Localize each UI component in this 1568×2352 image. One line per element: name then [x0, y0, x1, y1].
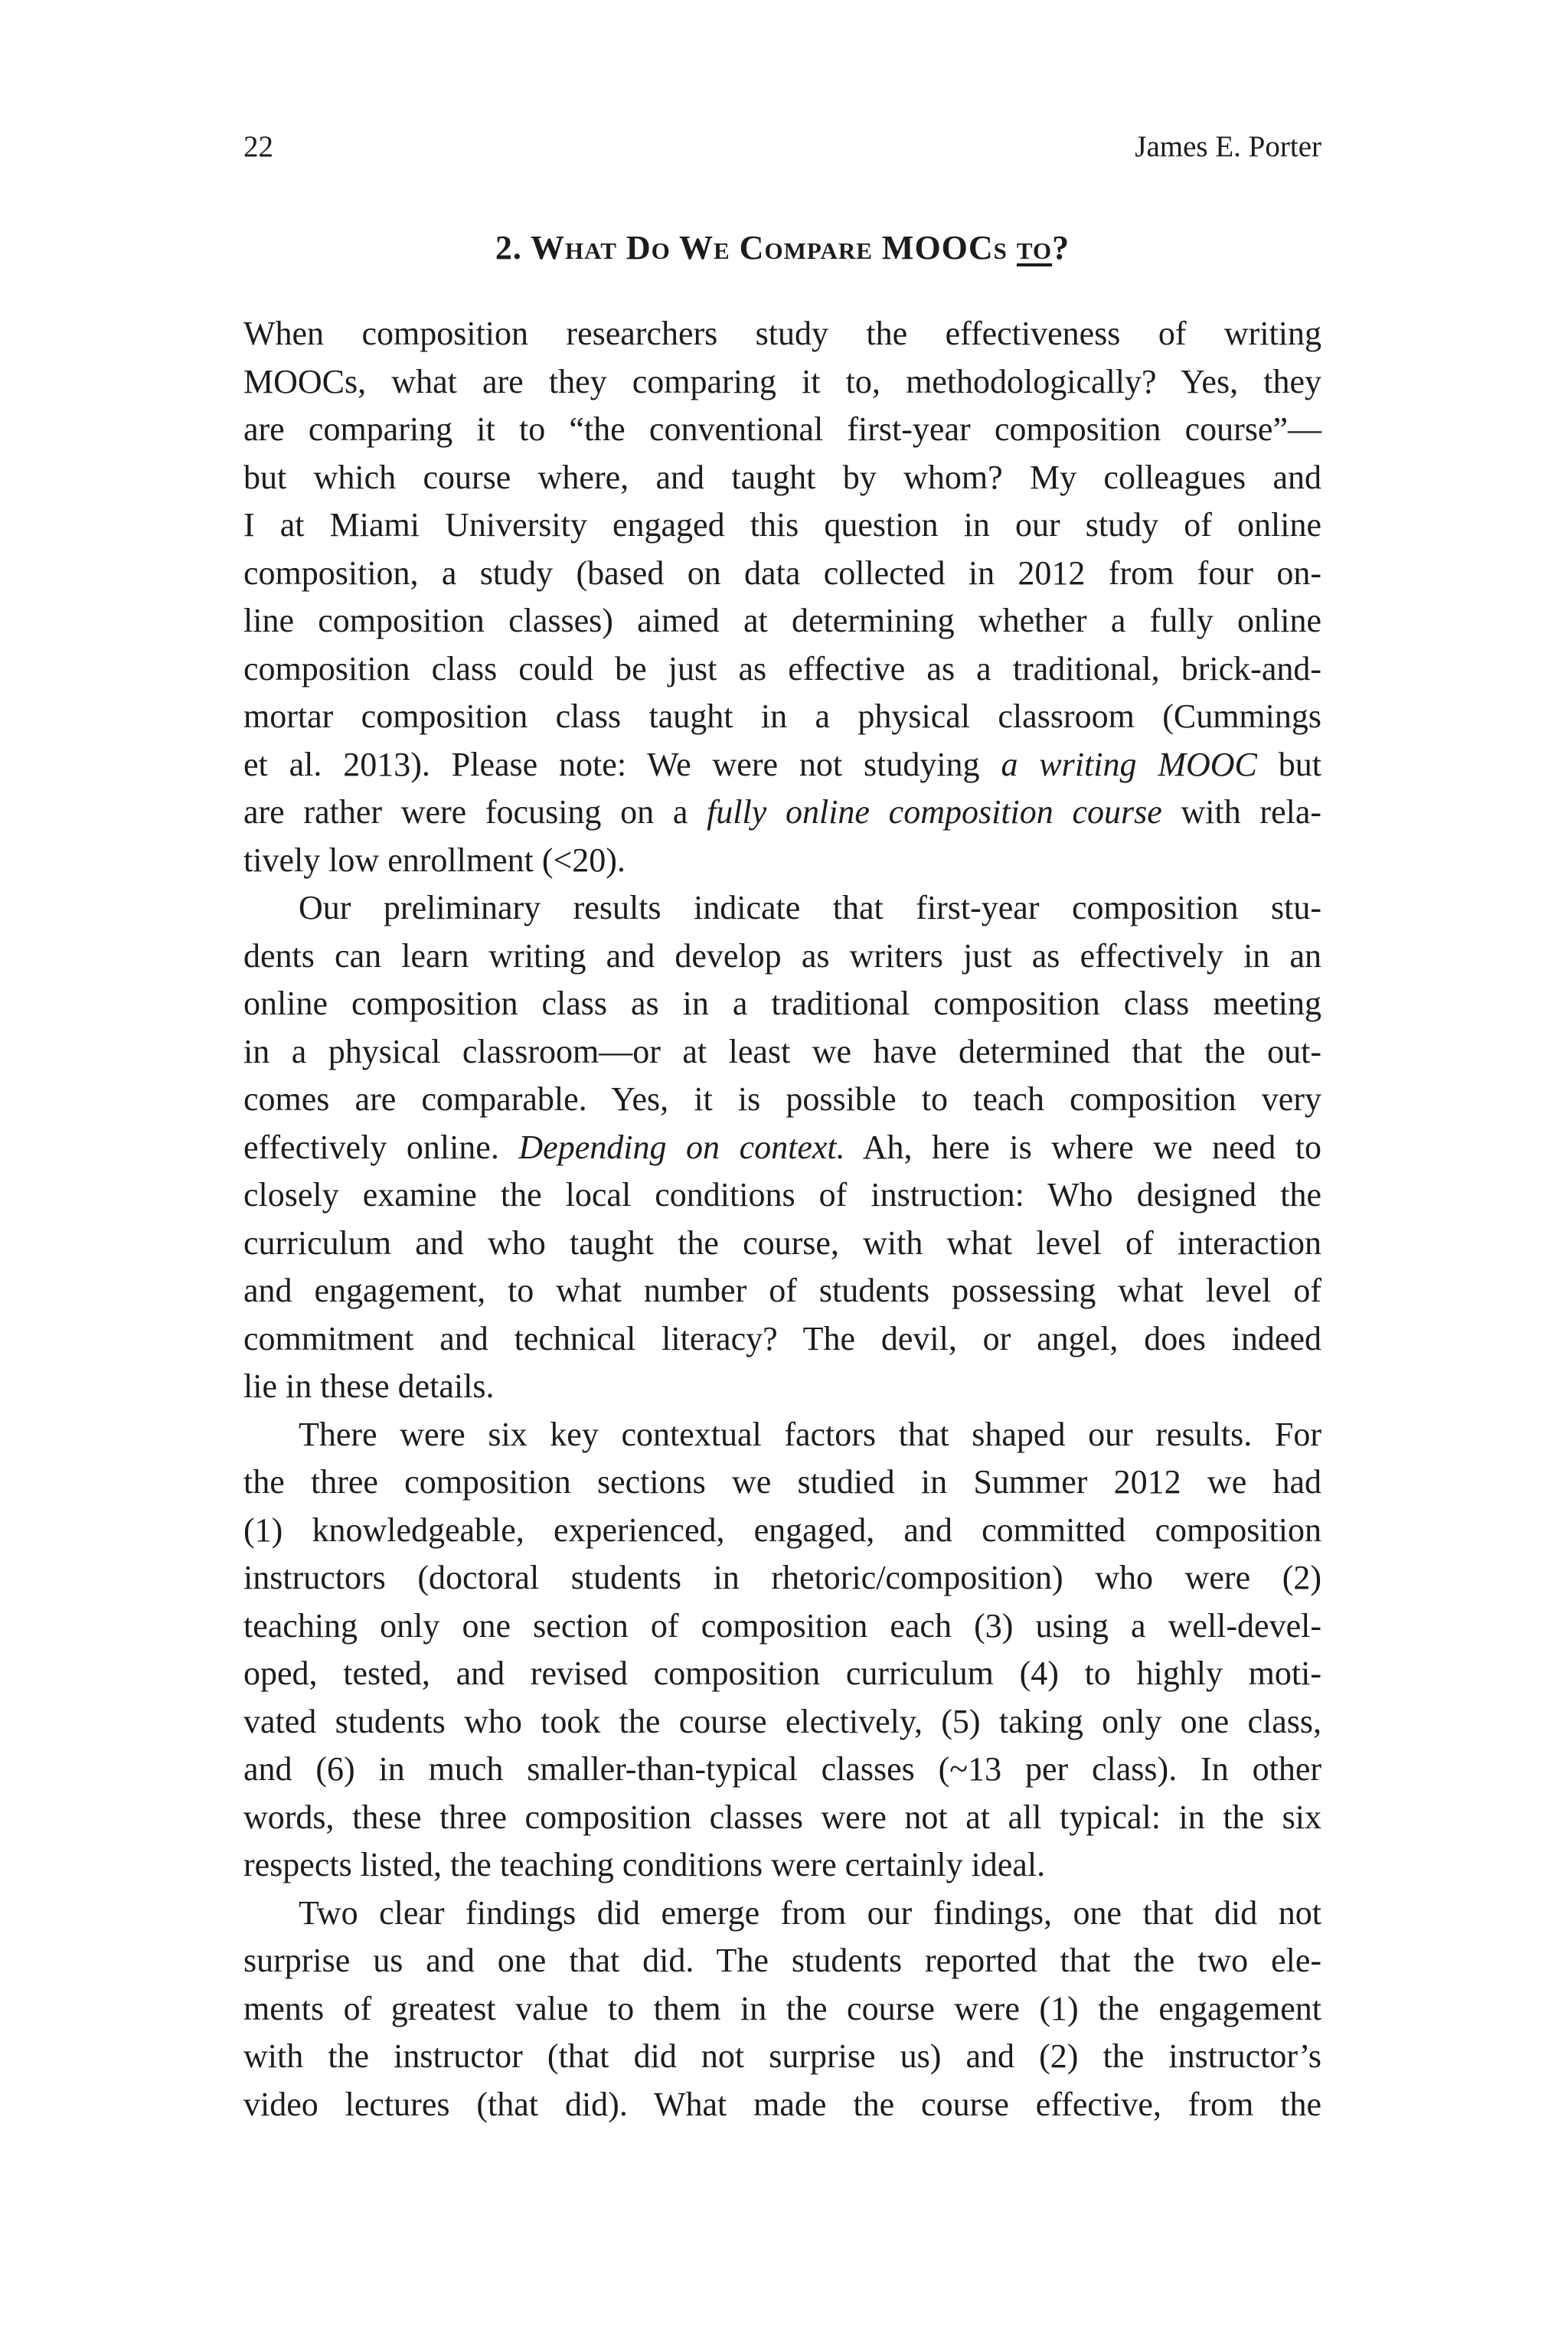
text-line: tively low enrollment (<20).	[243, 841, 626, 879]
text-line: surprise us and one that did. The students reported that the two ele-	[243, 1942, 1321, 1979]
text-line: and engagement, to what number of students possessing what level of	[243, 1272, 1321, 1309]
text-line: There were six key contextual factors that shaped our results. For	[299, 1415, 1321, 1453]
text-line: composition, a study (based on data collected in 2012 from four on-	[243, 554, 1321, 592]
text-line: mortar composition class taught in a physical classroom (Cummings	[243, 697, 1321, 735]
text-line: Our preliminary results indicate that first-year composition stu-	[299, 889, 1321, 926]
running-head	[243, 124, 1321, 170]
text-line: are comparing it to “the conventional first-year composition course”—	[243, 410, 1321, 448]
text-line: commitment and technical literacy? The devil, or angel, does indeed	[243, 1319, 1321, 1357]
text-line: are rather were focusing on a fully online composition course with rela-	[243, 793, 1322, 831]
text-line: but which course where, and taught by whom? My colleagues and	[243, 458, 1321, 496]
text-line: composition class could be just as effective as a traditional, brick-and-	[243, 649, 1321, 688]
text-line: teaching only one section of composition each (3) using a well-devel-	[243, 1606, 1321, 1645]
text-line: When composition researchers study the effectiveness of writing	[243, 315, 1321, 352]
italic-phrase: a writing MOOC	[1001, 745, 1257, 783]
text-line: dents can learn writing and develop as writers just as effectively in an	[243, 936, 1321, 975]
text-line: MOOCs, what are they comparing it to, methodologically? Yes, they	[243, 362, 1321, 400]
text-line: the three composition sections we studied in Summer 2012 we had	[243, 1463, 1321, 1501]
text-line: online composition class as in a traditional composition class meeting	[243, 985, 1321, 1022]
running-head-author: James E. Porter	[1135, 130, 1321, 163]
paragraph	[243, 884, 1321, 1411]
body-text	[243, 310, 1321, 2128]
text-line: I at Miami University engaged this question in our study of online	[243, 506, 1321, 544]
paragraph	[243, 310, 1321, 884]
text-line: et al. 2013). Please note: We were not studying a writing MOOC but	[243, 745, 1321, 783]
text-line: effectively online. Depending on context. Ah, here is where we need to	[243, 1128, 1322, 1166]
text-line: and (6) in much smaller-than-typical classes (~13 per class). In other	[243, 1750, 1321, 1788]
text-line: (1) knowledgeable, experienced, engaged, and committed composition	[243, 1511, 1321, 1549]
text-line: line composition classes) aimed at determining whether a fully online	[243, 602, 1321, 639]
text-line: curriculum and who taught the course, with what level of interaction	[243, 1223, 1321, 1262]
paragraph	[243, 1890, 1321, 2129]
text-line: oped, tested, and revised composition curriculum (4) to highly moti-	[243, 1655, 1321, 1692]
italic-phrase: Depending on context.	[518, 1128, 845, 1166]
section-heading	[243, 224, 1321, 273]
text-line: in a physical classroom—or at least we have determined that the out-	[243, 1032, 1321, 1070]
italic-phrase: fully online composition course	[707, 793, 1162, 831]
text-line: ments of greatest value to them in the course were (1) the engagement	[243, 1989, 1321, 2027]
text-line: lie in these details.	[243, 1367, 495, 1405]
text-line: closely examine the local conditions of instruction: Who designed the	[243, 1176, 1321, 1214]
text-line: instructors (doctoral students in rhetoric/composition) who were (2)	[243, 1559, 1321, 1596]
text-line: comes are comparable. Yes, it is possible to teach composition very	[243, 1080, 1321, 1118]
section-heading-underlined-word: to	[1016, 229, 1053, 266]
text-line: words, these three composition classes were not at all typical: in the six	[243, 1798, 1321, 1836]
text-line: vated students who took the course electively, (5) taking only one class,	[243, 1702, 1321, 1740]
page-number: 22	[243, 130, 273, 163]
text-line: respects listed, the teaching conditions were certainly ideal.	[243, 1846, 1046, 1883]
paragraph	[243, 1411, 1321, 1890]
text-line: Two clear findings did emerge from our findings, one that did not	[299, 1893, 1321, 1932]
text-line: video lectures (that did). What made the course effective, from the	[243, 2085, 1321, 2123]
text-line: with the instructor (that did not surprise us) and (2) the instructor’s	[243, 2037, 1321, 2075]
section-heading-text: 2. What Do We Compare MOOCs	[495, 229, 1017, 266]
section-heading-question-mark: ?	[1052, 229, 1070, 266]
